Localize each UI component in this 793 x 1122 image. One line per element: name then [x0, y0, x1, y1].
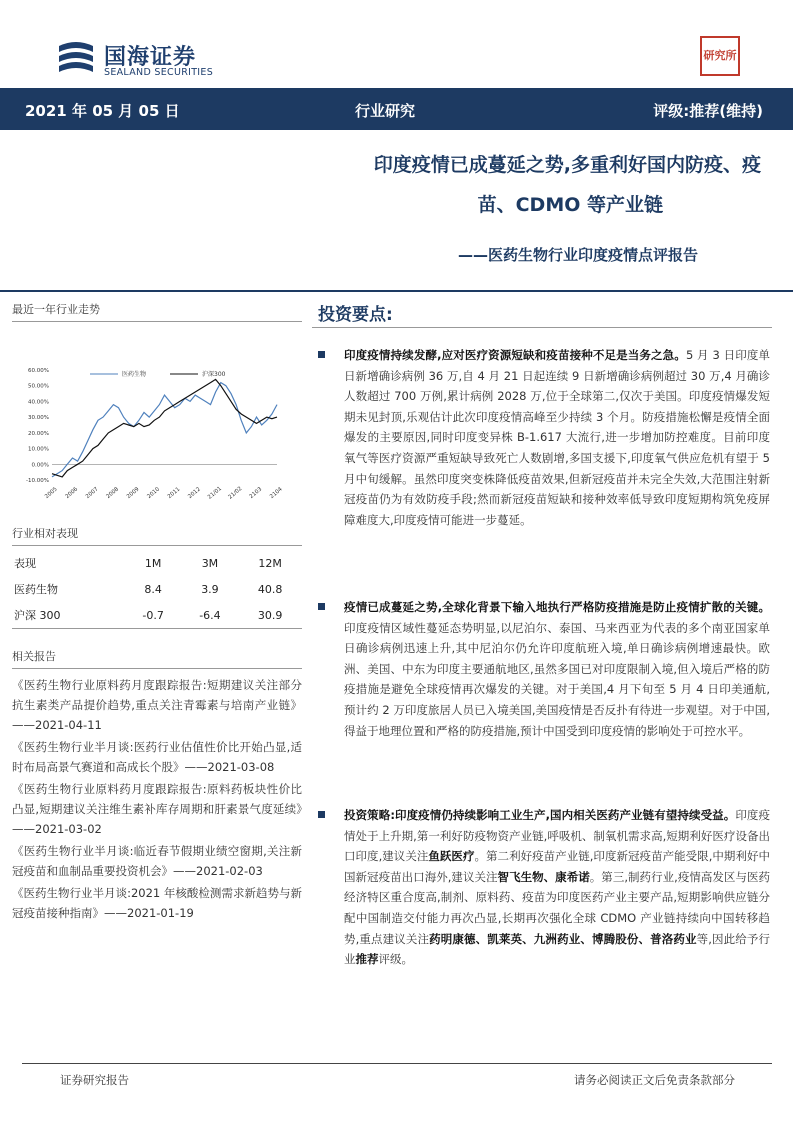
- y-tick-label: 10.00%: [28, 446, 49, 453]
- x-tick-label: 2006: [64, 486, 80, 501]
- perf-header-cell: 12M: [258, 556, 282, 570]
- related-report-link[interactable]: 《医药生物行业半月谈:临近春节假期业绩空窗期,关注新冠疫苗和血制品重要投资机会》——2021-02-03: [12, 844, 302, 878]
- legend-label: 沪深300: [202, 371, 226, 378]
- perf-header-cell: 表现: [14, 557, 36, 570]
- trend-label: 最近一年行业走势: [12, 296, 302, 322]
- related-reports-label: 相关报告: [12, 643, 302, 669]
- bullet-icon: [318, 351, 325, 358]
- key-point-3: [318, 805, 770, 970]
- footer-disclaimer: 请务必阅读正文后免责条款部分: [574, 1073, 735, 1087]
- y-tick-label: 60.00%: [28, 368, 49, 374]
- perf-cell: 沪深 300: [12, 602, 125, 629]
- y-tick-label: 20.00%: [28, 430, 49, 437]
- bullet-icon: [318, 603, 325, 610]
- trend-chart-svg: [12, 330, 302, 520]
- perf-cell: 3.9: [201, 582, 219, 596]
- y-tick-label: 0.00%: [31, 462, 49, 469]
- related-report-link[interactable]: 《医药生物行业原料药月度跟踪报告:短期建议关注部分抗生素类产品提价趋势,重点关注青霉素与培南产业链》——2021-04-11: [12, 678, 302, 732]
- x-tick-label: 2007: [84, 486, 100, 501]
- x-tick-label: 2005: [44, 486, 59, 501]
- key-point-3-lead: 投资策略:印度疫情仍持续影响工业生产,国内相关医药产业链有望持续受益。: [344, 808, 736, 822]
- key-points-divider: [312, 327, 772, 328]
- report-date: 2021 年 05 月 05 日: [25, 102, 180, 120]
- perf-label: 行业相对表现: [12, 520, 302, 546]
- title-divider: [0, 290, 793, 292]
- y-tick-label: 50.00%: [28, 383, 49, 390]
- perf-header-cell: 3M: [201, 556, 219, 570]
- key-point-3-stock-a: 鱼跃医疗: [428, 849, 475, 864]
- key-point-1: [318, 345, 770, 530]
- y-tick-label: 40.00%: [28, 399, 49, 406]
- footer-divider: [22, 1063, 772, 1064]
- perf-cell: -6.4: [182, 602, 239, 629]
- related-report-link[interactable]: 《医药生物行业半月谈:2021 年核酸检测需求新趋势与新冠疫苗接种指南》——2021-01-19: [12, 886, 302, 920]
- related-reports-list: [12, 675, 302, 923]
- perf-table: [12, 550, 302, 629]
- report-type: 行业研究: [355, 102, 416, 120]
- x-tick-label: 2009: [125, 486, 141, 501]
- bullet-icon: [318, 811, 325, 818]
- key-point-3-body-d: 等,因此给予行业: [344, 931, 771, 967]
- key-point-3-body-e: 评级。: [378, 952, 413, 967]
- perf-cell: 30.9: [238, 602, 302, 629]
- sidebar: [12, 296, 302, 925]
- research-institute-seal: 研究所: [700, 36, 740, 76]
- key-point-1-body: 5 月 3 日印度单日新增确诊病例 36 万,自 4 月 21 日起连续 9 日新增确诊病例超过 30 万,4 月确诊人数超过 700 万例,累计病例 2028 万,位于全球第二,仅次于美国。印度疫情爆发短期未见封顶,乐观估计此次印度疫情高峰至少持续 3 个月。防疫措施松懈是疫情全面爆发的主要原因,同时印度变异株 B-1.617 大流行,进一步增加防控难度。目前印度氧气等医疗资源严重短缺导致死亡人数剧增,多国支援下,印度氧气供应危机有望于 5 月中旬缓解。虽然印度突变株降低疫苗效果,但新冠疫苗并未完全失效,大范围注射新冠疫苗仍为有效防疫手段;然而新冠疫苗短缺和接种效率低导致印度短期构筑免疫屏障难度大,印度疫情可能进一步蔓延。: [344, 348, 770, 527]
- x-tick-label: 2008: [105, 486, 121, 501]
- x-tick-label: 2104: [269, 486, 284, 501]
- legend-label: 医药生物: [122, 371, 147, 378]
- key-point-3-body-a: 印度疫情处于上升期,第一利好防疫物资产业链,呼吸机、制氧机需求高,短期利好医疗设备出口印度,建议关注: [344, 808, 771, 864]
- x-tick-label: 21/02: [227, 485, 244, 501]
- series-line: [52, 379, 277, 477]
- key-points-title: 投资要点:: [318, 305, 393, 325]
- report-subtitle: ——医药生物行业印度疫情点评报告: [457, 246, 698, 264]
- report-title-line-2: 苗、CDMO 等产业链: [477, 194, 663, 216]
- y-tick-label: 30.00%: [28, 415, 49, 422]
- perf-row: [12, 602, 302, 629]
- key-point-3-body-c: 。第三,制药行业,疫情高发区与医药经济特区重合度高,制剂、原料药、疫苗为印度医药产业主要产品,短期影响供应链分配中国制造交付能力再次凸显,长期再次强化全球 CDMO 产业链持续向中国转移趋势,重点建议关注: [344, 869, 771, 946]
- perf-cell: 8.4: [144, 582, 162, 596]
- sealand-logo-icon: [55, 40, 97, 78]
- series-line: [52, 383, 277, 477]
- key-point-3-stock-c: 药明康德、凯莱英、九洲药业、博腾股份、普洛药业: [429, 931, 697, 946]
- brand-name-en: SEALAND SECURITIES: [104, 67, 214, 78]
- perf-cell: -0.7: [125, 602, 182, 629]
- perf-cell: 40.8: [257, 582, 283, 596]
- brand-name-cn: 国海证券: [104, 45, 197, 70]
- key-point-3-body-b: 。第二利好疫苗产业链,印度新冠疫苗产能受限,中期利好中国新冠疫苗出口海外,建议关注: [344, 849, 770, 884]
- perf-header-row: [12, 550, 302, 576]
- perf-row: [12, 576, 302, 602]
- key-point-2-body: 印度疫情区域性蔓延态势明显,以尼泊尔、泰国、马来西亚为代表的多个南亚国家单日确诊病例迅速上升,其中尼泊尔仍允许印度航班入境,单日确诊病例增速最快。欧洲、美国、中东为印度主要通航地区,虽然多国已对印度限制入境,但入境后严格的防疫措施是避免全球疫情再次爆发的关键。对于美国,4 月下旬至 5 月 4 日印美通航,预计约 2 万印度旅居人员已入境美国,美国疫情是否反扑有待进一步观望。对于中国,得益于地理位置和严格的防疫措施,预计中国受到印度疫情的影响处于可控水平。: [344, 620, 770, 738]
- x-tick-label: 2011: [166, 486, 182, 501]
- key-point-3-rating: 推荐: [355, 952, 379, 967]
- perf-cell: 医药生物: [14, 583, 58, 596]
- key-point-1-lead: 印度疫情持续发酵,应对医疗资源短缺和疫苗接种不足是当务之急。: [344, 348, 686, 362]
- footer-label: 证券研究报告: [60, 1073, 129, 1087]
- trend-chart: [12, 330, 302, 520]
- related-report-link[interactable]: 《医药生物行业半月谈:医药行业估值性价比开始凸显,适时布局高景气赛道和高成长个股》——2021-03-08: [12, 740, 302, 774]
- key-point-2-lead: 疫情已成蔓延之势,全球化背景下输入地执行严格防疫措施是防止疫情扩散的关键。: [344, 600, 770, 614]
- x-tick-label: 2012: [187, 486, 202, 501]
- key-point-2: [318, 597, 770, 741]
- perf-header-cell: 1M: [144, 556, 162, 570]
- related-report-link[interactable]: 《医药生物行业原料药月度跟踪报告:原料药板块性价比凸显,短期建议关注维生素补库存周期和肝素景气度延续》——2021-03-02: [12, 782, 302, 836]
- x-tick-label: 2010: [146, 486, 161, 501]
- report-title-line-1: 印度疫情已成蔓延之势,多重利好国内防疫、疫: [373, 154, 761, 176]
- x-tick-label: 2103: [248, 486, 264, 501]
- y-tick-label: -10.00%: [26, 478, 49, 484]
- report-rating: 评级:推荐(维持): [653, 102, 763, 120]
- x-tick-label: 21/01: [206, 485, 223, 501]
- key-point-3-stock-b: 智飞生物、康希诺: [497, 869, 590, 884]
